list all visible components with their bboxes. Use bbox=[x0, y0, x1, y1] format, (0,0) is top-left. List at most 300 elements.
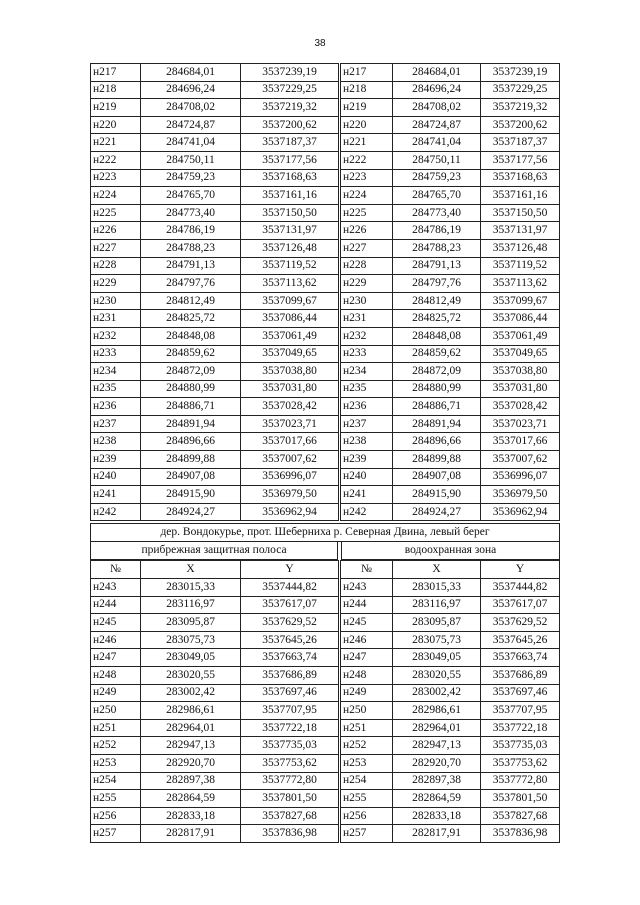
cell-y: 3537219,32 bbox=[481, 99, 560, 117]
column-header-y: Y bbox=[241, 561, 339, 579]
cell-num: н220 bbox=[341, 116, 393, 134]
cell-x: 283020,55 bbox=[393, 667, 481, 685]
cell-num: н225 bbox=[91, 204, 141, 222]
section2-left-table bbox=[90, 560, 339, 843]
cell-y: 3537629,52 bbox=[241, 614, 339, 632]
table-row bbox=[341, 825, 560, 843]
cell-x: 284825,72 bbox=[141, 310, 241, 328]
cell-num: н242 bbox=[91, 503, 141, 521]
cell-x: 283015,33 bbox=[141, 579, 241, 597]
cell-num: н217 bbox=[91, 64, 141, 82]
cell-y: 3537707,95 bbox=[481, 702, 560, 720]
cell-y: 3537099,67 bbox=[481, 292, 560, 310]
cell-x: 283095,87 bbox=[141, 614, 241, 632]
cell-num: н222 bbox=[91, 151, 141, 169]
cell-x: 284899,88 bbox=[141, 451, 241, 469]
table-row bbox=[341, 702, 560, 720]
cell-num: н221 bbox=[91, 134, 141, 152]
cell-num: н230 bbox=[91, 292, 141, 310]
cell-x: 284915,90 bbox=[393, 486, 481, 504]
table-row bbox=[341, 451, 560, 469]
cell-num: н249 bbox=[91, 684, 141, 702]
coordinates-document bbox=[90, 63, 560, 843]
table-row bbox=[91, 737, 339, 755]
cell-x: 284741,04 bbox=[393, 134, 481, 152]
cell-num: н231 bbox=[91, 310, 141, 328]
cell-num: н254 bbox=[91, 772, 141, 790]
table-row bbox=[341, 81, 560, 99]
cell-num: н256 bbox=[341, 807, 393, 825]
table-row bbox=[341, 345, 560, 363]
table-row bbox=[91, 134, 339, 152]
table-row bbox=[91, 151, 339, 169]
cell-y: 3537722,18 bbox=[481, 719, 560, 737]
cell-y: 3537150,50 bbox=[481, 204, 560, 222]
cell-y: 3537086,44 bbox=[241, 310, 339, 328]
cell-x: 282947,13 bbox=[393, 737, 481, 755]
table-row bbox=[91, 468, 339, 486]
cell-y: 3537017,66 bbox=[241, 433, 339, 451]
cell-num: н218 bbox=[341, 81, 393, 99]
cell-num: н217 bbox=[341, 64, 393, 82]
table-row bbox=[91, 579, 339, 597]
cell-x: 284859,62 bbox=[141, 345, 241, 363]
cell-x: 284786,19 bbox=[141, 222, 241, 240]
cell-num: н246 bbox=[91, 631, 141, 649]
cell-num: н236 bbox=[91, 398, 141, 416]
cell-num: н225 bbox=[341, 204, 393, 222]
cell-num: н229 bbox=[341, 275, 393, 293]
table-row bbox=[91, 614, 339, 632]
table-row bbox=[341, 64, 560, 82]
table-header-row bbox=[91, 561, 339, 579]
cell-x: 284859,62 bbox=[393, 345, 481, 363]
cell-num: н250 bbox=[91, 702, 141, 720]
cell-x: 284899,88 bbox=[393, 451, 481, 469]
cell-x: 284750,11 bbox=[393, 151, 481, 169]
table-row bbox=[341, 398, 560, 416]
cell-y: 3537161,16 bbox=[481, 187, 560, 205]
cell-y: 3537049,65 bbox=[481, 345, 560, 363]
table-row bbox=[91, 754, 339, 772]
cell-num: н252 bbox=[91, 737, 141, 755]
cell-x: 284924,27 bbox=[393, 503, 481, 521]
cell-x: 284797,76 bbox=[141, 275, 241, 293]
cell-num: н227 bbox=[91, 239, 141, 257]
table-row bbox=[91, 596, 339, 614]
cell-x: 284872,09 bbox=[141, 363, 241, 381]
cell-y: 3537023,71 bbox=[481, 415, 560, 433]
cell-y: 3537161,16 bbox=[241, 187, 339, 205]
cell-y: 3537686,89 bbox=[241, 667, 339, 685]
cell-x: 284880,99 bbox=[141, 380, 241, 398]
cell-x: 284797,76 bbox=[393, 275, 481, 293]
cell-num: н227 bbox=[341, 239, 393, 257]
cell-x: 284708,02 bbox=[393, 99, 481, 117]
cell-y: 3537801,50 bbox=[481, 790, 560, 808]
cell-num: н247 bbox=[91, 649, 141, 667]
cell-x: 284759,23 bbox=[141, 169, 241, 187]
table-row bbox=[341, 468, 560, 486]
cell-y: 3537177,56 bbox=[481, 151, 560, 169]
cell-y: 3537007,62 bbox=[241, 451, 339, 469]
cell-num: н234 bbox=[91, 363, 141, 381]
cell-x: 282897,38 bbox=[141, 772, 241, 790]
cell-x: 284812,49 bbox=[141, 292, 241, 310]
cell-y: 3537200,62 bbox=[241, 116, 339, 134]
cell-y: 3537663,74 bbox=[481, 649, 560, 667]
table-row bbox=[91, 415, 339, 433]
cell-x: 284886,71 bbox=[141, 398, 241, 416]
cell-num: н238 bbox=[341, 433, 393, 451]
cell-num: н226 bbox=[341, 222, 393, 240]
cell-x: 282833,18 bbox=[393, 807, 481, 825]
cell-x: 282986,61 bbox=[393, 702, 481, 720]
cell-y: 3537629,52 bbox=[481, 614, 560, 632]
table-row bbox=[341, 363, 560, 381]
table-row bbox=[91, 345, 339, 363]
cell-num: н229 bbox=[91, 275, 141, 293]
cell-num: н245 bbox=[341, 614, 393, 632]
cell-num: н228 bbox=[91, 257, 141, 275]
cell-num: н224 bbox=[341, 187, 393, 205]
cell-num: н237 bbox=[341, 415, 393, 433]
cell-num: н232 bbox=[341, 327, 393, 345]
table-row bbox=[91, 81, 339, 99]
section2-right-table bbox=[340, 560, 560, 843]
table-row bbox=[91, 116, 339, 134]
cell-x: 284759,23 bbox=[393, 169, 481, 187]
table-row bbox=[341, 667, 560, 685]
cell-y: 3537086,44 bbox=[481, 310, 560, 328]
cell-x: 282833,18 bbox=[141, 807, 241, 825]
cell-x: 284696,24 bbox=[141, 81, 241, 99]
cell-y: 3537772,80 bbox=[481, 772, 560, 790]
cell-x: 282986,61 bbox=[141, 702, 241, 720]
table-row bbox=[91, 667, 339, 685]
table-row bbox=[91, 363, 339, 381]
cell-y: 3537150,50 bbox=[241, 204, 339, 222]
column-header-y: Y bbox=[481, 561, 560, 579]
cell-x: 283075,73 bbox=[141, 631, 241, 649]
cell-x: 284786,19 bbox=[393, 222, 481, 240]
cell-x: 283002,42 bbox=[393, 684, 481, 702]
table-row bbox=[341, 116, 560, 134]
section2-header bbox=[90, 523, 560, 560]
cell-y: 3537753,62 bbox=[481, 754, 560, 772]
cell-num: н249 bbox=[341, 684, 393, 702]
cell-num: н240 bbox=[91, 468, 141, 486]
cell-x: 284724,87 bbox=[141, 116, 241, 134]
cell-num: н243 bbox=[91, 579, 141, 597]
cell-y: 3537099,67 bbox=[241, 292, 339, 310]
table-row bbox=[341, 169, 560, 187]
section1-right-table bbox=[340, 63, 560, 521]
table-row bbox=[341, 790, 560, 808]
cell-num: н254 bbox=[341, 772, 393, 790]
table-header-row bbox=[341, 561, 560, 579]
cell-y: 3537697,46 bbox=[241, 684, 339, 702]
cell-x: 283075,73 bbox=[393, 631, 481, 649]
cell-x: 284765,70 bbox=[393, 187, 481, 205]
location-title: дер. Вондокурье, прот. Шеберниха р. Северная Двина, левый берег bbox=[90, 523, 560, 542]
cell-y: 3537722,18 bbox=[241, 719, 339, 737]
table-row bbox=[341, 222, 560, 240]
cell-x: 282864,59 bbox=[141, 790, 241, 808]
cell-y: 3537187,37 bbox=[481, 134, 560, 152]
cell-x: 284788,23 bbox=[141, 239, 241, 257]
cell-y: 3537645,26 bbox=[481, 631, 560, 649]
cell-x: 282817,91 bbox=[393, 825, 481, 843]
cell-x: 284848,08 bbox=[141, 327, 241, 345]
cell-x: 284773,40 bbox=[393, 204, 481, 222]
cell-num: н242 bbox=[341, 503, 393, 521]
table-row bbox=[341, 275, 560, 293]
cell-num: н222 bbox=[341, 151, 393, 169]
table-row bbox=[91, 204, 339, 222]
cell-y: 3537119,52 bbox=[481, 257, 560, 275]
table-row bbox=[91, 169, 339, 187]
column-header-x: X bbox=[141, 561, 241, 579]
cell-y: 3537753,62 bbox=[241, 754, 339, 772]
cell-x: 282864,59 bbox=[393, 790, 481, 808]
cell-x: 283015,33 bbox=[393, 579, 481, 597]
cell-y: 3537686,89 bbox=[481, 667, 560, 685]
cell-y: 3537113,62 bbox=[241, 275, 339, 293]
cell-num: н248 bbox=[341, 667, 393, 685]
table-row bbox=[341, 596, 560, 614]
cell-x: 284907,08 bbox=[141, 468, 241, 486]
cell-num: н240 bbox=[341, 468, 393, 486]
cell-num: н255 bbox=[91, 790, 141, 808]
cell-num: н232 bbox=[91, 327, 141, 345]
cell-y: 3537031,80 bbox=[481, 380, 560, 398]
section2-tables bbox=[90, 560, 560, 843]
cell-x: 284750,11 bbox=[141, 151, 241, 169]
left-zone-title: прибрежная защитная полоса bbox=[90, 542, 338, 560]
cell-x: 284791,13 bbox=[141, 257, 241, 275]
table-row bbox=[91, 380, 339, 398]
cell-y: 3537113,62 bbox=[481, 275, 560, 293]
cell-y: 3537735,03 bbox=[241, 737, 339, 755]
table-row bbox=[91, 239, 339, 257]
cell-y: 3537444,82 bbox=[241, 579, 339, 597]
cell-num: н239 bbox=[91, 451, 141, 469]
cell-x: 284724,87 bbox=[393, 116, 481, 134]
table-row bbox=[341, 204, 560, 222]
cell-y: 3537187,37 bbox=[241, 134, 339, 152]
cell-y: 3537038,80 bbox=[241, 363, 339, 381]
cell-num: н224 bbox=[91, 187, 141, 205]
cell-y: 3537126,48 bbox=[481, 239, 560, 257]
table-row bbox=[341, 187, 560, 205]
cell-y: 3536962,94 bbox=[241, 503, 339, 521]
cell-y: 3537239,19 bbox=[241, 64, 339, 82]
cell-num: н251 bbox=[341, 719, 393, 737]
cell-x: 284891,94 bbox=[393, 415, 481, 433]
cell-num: н257 bbox=[341, 825, 393, 843]
cell-y: 3537200,62 bbox=[481, 116, 560, 134]
cell-x: 284765,70 bbox=[141, 187, 241, 205]
cell-y: 3537061,49 bbox=[481, 327, 560, 345]
cell-x: 284880,99 bbox=[393, 380, 481, 398]
cell-x: 284872,09 bbox=[393, 363, 481, 381]
table-row bbox=[91, 649, 339, 667]
cell-num: н241 bbox=[91, 486, 141, 504]
table-row bbox=[91, 310, 339, 328]
cell-num: н231 bbox=[341, 310, 393, 328]
table-row bbox=[91, 486, 339, 504]
cell-num: н223 bbox=[91, 169, 141, 187]
cell-y: 3536996,07 bbox=[241, 468, 339, 486]
cell-num: н234 bbox=[341, 363, 393, 381]
table-row bbox=[91, 772, 339, 790]
cell-y: 3537023,71 bbox=[241, 415, 339, 433]
table-row bbox=[91, 433, 339, 451]
cell-x: 284924,27 bbox=[141, 503, 241, 521]
cell-y: 3537126,48 bbox=[241, 239, 339, 257]
cell-num: н251 bbox=[91, 719, 141, 737]
cell-x: 282920,70 bbox=[393, 754, 481, 772]
table-row bbox=[91, 275, 339, 293]
cell-x: 283116,97 bbox=[393, 596, 481, 614]
cell-num: н237 bbox=[91, 415, 141, 433]
cell-y: 3537007,62 bbox=[481, 451, 560, 469]
cell-num: н250 bbox=[341, 702, 393, 720]
section1-left-table bbox=[90, 63, 339, 521]
cell-x: 284825,72 bbox=[393, 310, 481, 328]
cell-num: н235 bbox=[91, 380, 141, 398]
cell-y: 3537645,26 bbox=[241, 631, 339, 649]
table-row bbox=[91, 222, 339, 240]
cell-x: 282817,91 bbox=[141, 825, 241, 843]
cell-y: 3537168,63 bbox=[241, 169, 339, 187]
cell-num: н244 bbox=[341, 596, 393, 614]
cell-num: н233 bbox=[91, 345, 141, 363]
table-row bbox=[341, 614, 560, 632]
table-row bbox=[91, 807, 339, 825]
cell-num: н233 bbox=[341, 345, 393, 363]
cell-x: 284896,66 bbox=[393, 433, 481, 451]
cell-y: 3537697,46 bbox=[481, 684, 560, 702]
table-row bbox=[91, 631, 339, 649]
column-header-num: № bbox=[341, 561, 393, 579]
column-header-num: № bbox=[91, 561, 141, 579]
table-row bbox=[341, 503, 560, 521]
cell-num: н226 bbox=[91, 222, 141, 240]
cell-x: 282947,13 bbox=[141, 737, 241, 755]
cell-num: н223 bbox=[341, 169, 393, 187]
cell-num: н248 bbox=[91, 667, 141, 685]
cell-num: н221 bbox=[341, 134, 393, 152]
cell-y: 3537827,68 bbox=[481, 807, 560, 825]
cell-num: н219 bbox=[341, 99, 393, 117]
cell-num: н257 bbox=[91, 825, 141, 843]
table-row bbox=[341, 310, 560, 328]
cell-x: 284773,40 bbox=[141, 204, 241, 222]
table-row bbox=[91, 64, 339, 82]
table-row bbox=[341, 327, 560, 345]
table-row bbox=[341, 257, 560, 275]
cell-num: н230 bbox=[341, 292, 393, 310]
cell-num: н253 bbox=[341, 754, 393, 772]
cell-x: 283049,05 bbox=[141, 649, 241, 667]
cell-y: 3536962,94 bbox=[481, 503, 560, 521]
cell-num: н238 bbox=[91, 433, 141, 451]
table-row bbox=[91, 327, 339, 345]
table-row bbox=[341, 292, 560, 310]
cell-x: 283002,42 bbox=[141, 684, 241, 702]
cell-x: 282920,70 bbox=[141, 754, 241, 772]
table-row bbox=[341, 415, 560, 433]
cell-y: 3537229,25 bbox=[481, 81, 560, 99]
cell-num: н244 bbox=[91, 596, 141, 614]
cell-num: н235 bbox=[341, 380, 393, 398]
cell-num: н253 bbox=[91, 754, 141, 772]
cell-y: 3536979,50 bbox=[481, 486, 560, 504]
cell-x: 283095,87 bbox=[393, 614, 481, 632]
cell-y: 3537038,80 bbox=[481, 363, 560, 381]
table-row bbox=[91, 503, 339, 521]
cell-x: 284907,08 bbox=[393, 468, 481, 486]
cell-x: 282897,38 bbox=[393, 772, 481, 790]
table-row bbox=[341, 486, 560, 504]
cell-x: 284891,94 bbox=[141, 415, 241, 433]
table-row bbox=[341, 579, 560, 597]
cell-num: н219 bbox=[91, 99, 141, 117]
cell-y: 3537031,80 bbox=[241, 380, 339, 398]
table-row bbox=[341, 684, 560, 702]
cell-y: 3537772,80 bbox=[241, 772, 339, 790]
cell-y: 3537049,65 bbox=[241, 345, 339, 363]
column-header-x: X bbox=[393, 561, 481, 579]
cell-y: 3537617,07 bbox=[481, 596, 560, 614]
cell-y: 3537017,66 bbox=[481, 433, 560, 451]
cell-x: 284812,49 bbox=[393, 292, 481, 310]
cell-num: н220 bbox=[91, 116, 141, 134]
cell-num: н255 bbox=[341, 790, 393, 808]
cell-y: 3537028,42 bbox=[481, 398, 560, 416]
table-row bbox=[341, 649, 560, 667]
cell-num: н236 bbox=[341, 398, 393, 416]
table-row bbox=[341, 772, 560, 790]
cell-y: 3536996,07 bbox=[481, 468, 560, 486]
cell-y: 3537131,97 bbox=[241, 222, 339, 240]
cell-y: 3537061,49 bbox=[241, 327, 339, 345]
cell-y: 3537617,07 bbox=[241, 596, 339, 614]
table-row bbox=[341, 151, 560, 169]
cell-x: 284848,08 bbox=[393, 327, 481, 345]
table-row bbox=[341, 239, 560, 257]
table-row bbox=[341, 433, 560, 451]
table-row bbox=[91, 99, 339, 117]
cell-x: 283020,55 bbox=[141, 667, 241, 685]
cell-num: н228 bbox=[341, 257, 393, 275]
cell-y: 3537168,63 bbox=[481, 169, 560, 187]
table-row bbox=[91, 398, 339, 416]
table-row bbox=[341, 754, 560, 772]
cell-y: 3537119,52 bbox=[241, 257, 339, 275]
table-row bbox=[341, 134, 560, 152]
table-row bbox=[341, 719, 560, 737]
cell-x: 284684,01 bbox=[141, 64, 241, 82]
cell-num: н243 bbox=[341, 579, 393, 597]
table-row bbox=[341, 380, 560, 398]
cell-num: н252 bbox=[341, 737, 393, 755]
cell-y: 3537836,98 bbox=[481, 825, 560, 843]
table-row bbox=[91, 790, 339, 808]
cell-x: 284896,66 bbox=[141, 433, 241, 451]
